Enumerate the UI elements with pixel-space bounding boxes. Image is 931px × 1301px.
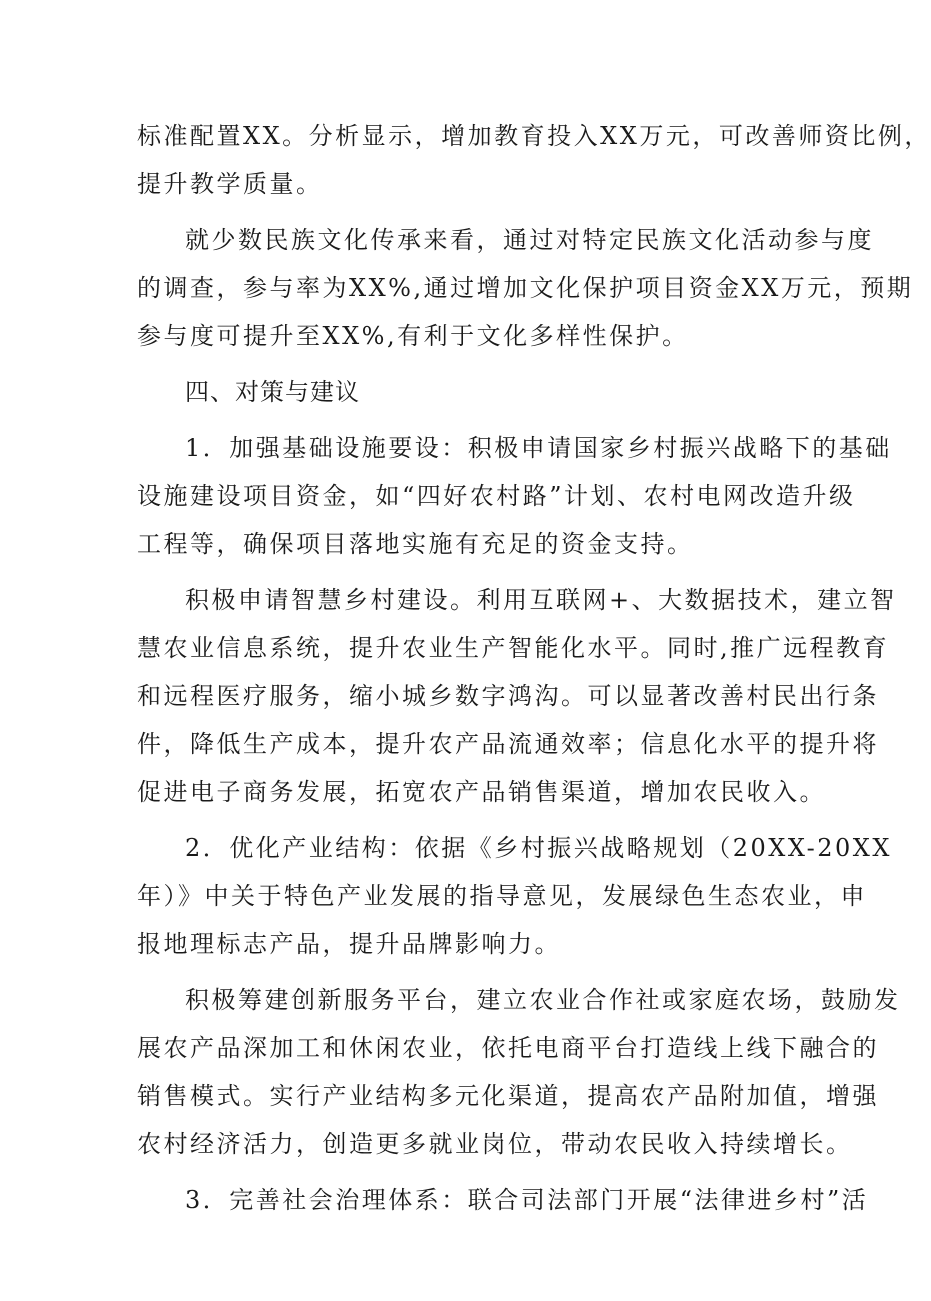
paragraph-infrastructure [137, 424, 892, 568]
section-heading [137, 368, 805, 416]
text-line: 标准配置XX。分析显示，增加教育投入XX万元，可改善师资比例， [137, 122, 931, 150]
text-line: 慧农业信息系统，提升农业生产智能化水平。同时,推广远程教育 [137, 634, 890, 662]
text-line: 展农产品深加工和休闲农业，依托电商平台打造线上线下融合的 [137, 1034, 879, 1062]
paragraph-education-cont [137, 112, 931, 208]
text-line: 和远程医疗服务，缩小城乡数字鸿沟。可以显著改善村民出行条 [137, 682, 879, 710]
text-line: 促进电子商务发展，拓宽农产品销售渠道，增加农民收入。 [137, 778, 826, 806]
text-line: 2．优化产业结构：依据《乡村振兴战略规划（20XX-20XX [185, 834, 892, 862]
text-line: 件，降低生产成本，提升农产品流通效率；信息化水平的提升将 [137, 730, 879, 758]
text-line: 积极申请智慧乡村建设。利用互联网+、大数据技术，建立智 [185, 586, 897, 614]
text-line: 农村经济活力，创造更多就业岗位，带动农民收入持续增长。 [137, 1130, 853, 1158]
text-line: 设施建设项目资金，如“四好农村路”计划、农村电网改造升级 [137, 482, 856, 510]
text-line: 积极筹建创新服务平台，建立农业合作社或家庭农场，鼓励发 [185, 986, 901, 1014]
text-line: 1．加强基础设施要设：积极申请国家乡村振兴战略下的基础 [185, 434, 892, 462]
paragraph-industry-structure [137, 824, 892, 968]
text-line: 的调查，参与率为XX%,通过增加文化保护项目资金XX万元，预期 [137, 274, 914, 302]
paragraph-social-governance [137, 1176, 869, 1224]
text-line: 就少数民族文化传承来看，通过对特定民族文化活动参与度 [185, 226, 874, 254]
text-line: 提升教学质量。 [137, 170, 323, 198]
paragraph-innovation-platform [137, 976, 901, 1168]
text-line: 销售模式。实行产业结构多元化渠道，提高农产品附加值，增强 [137, 1082, 879, 1110]
text-line: 3．完善社会治理体系：联合司法部门开展“法律进乡村”活 [185, 1186, 869, 1214]
paragraph-ethnic-culture [137, 216, 914, 360]
section-title: 四、对策与建议 [185, 378, 360, 406]
paragraph-smart-village [137, 576, 897, 816]
text-line: 工程等，确保项目落地实施有充足的资金支持。 [137, 530, 694, 558]
text-line: 报地理标志产品，提升品牌影响力。 [137, 930, 561, 958]
text-line: 年）》中关于特色产业发展的指导意见，发展绿色生态农业，申 [137, 882, 867, 910]
text-line: 参与度可提升至XX%,有利于文化多样性保护。 [137, 322, 689, 350]
